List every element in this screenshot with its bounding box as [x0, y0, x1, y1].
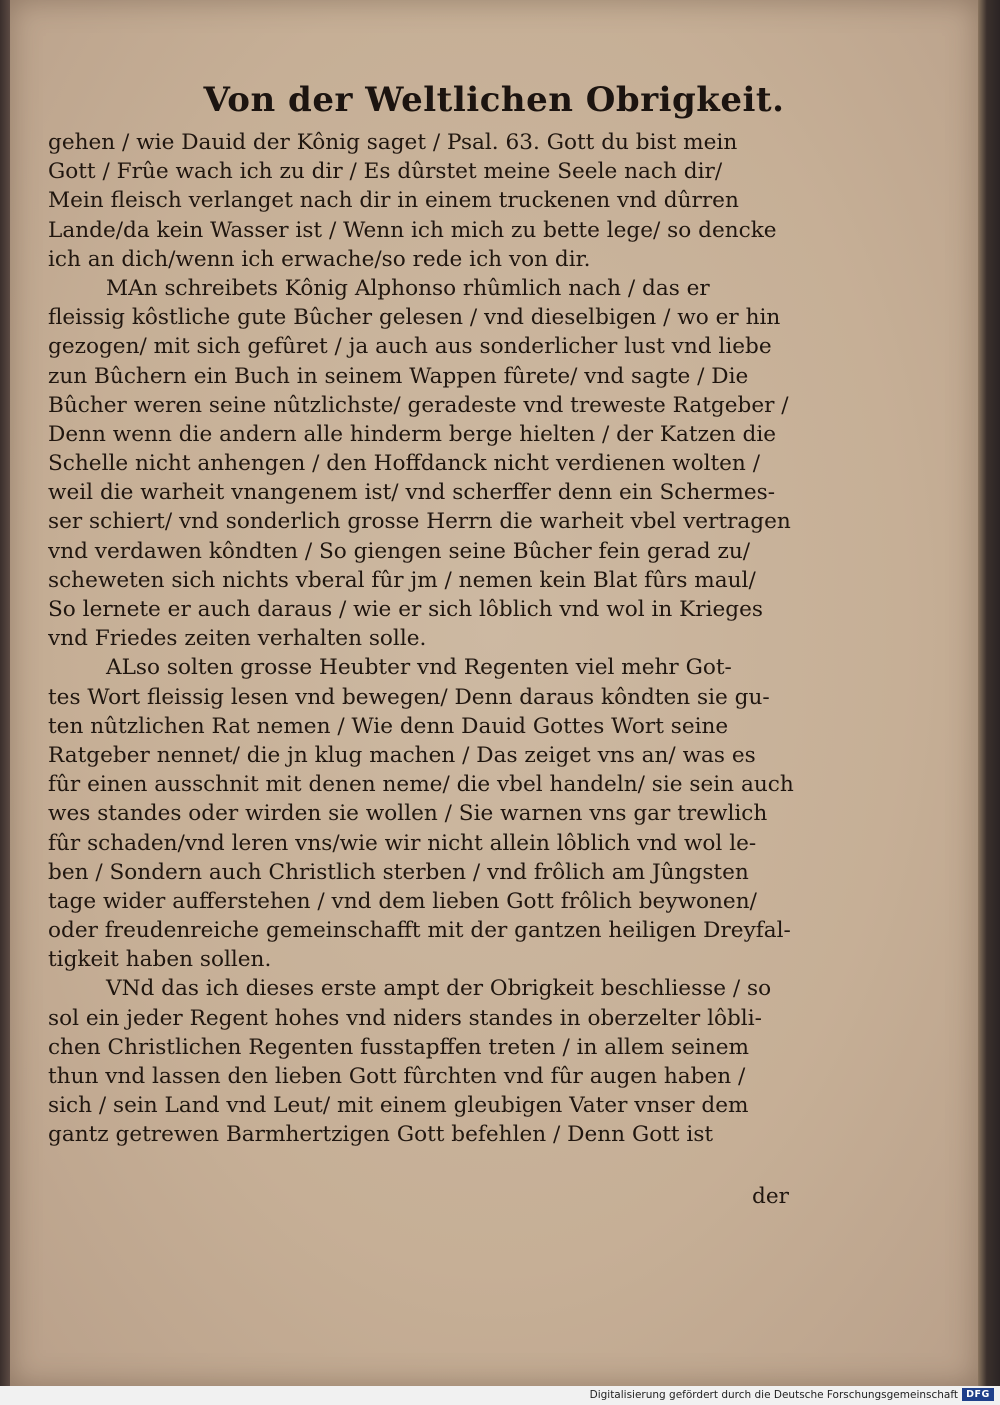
- text-line: Ratgeber nennet/ die jn klug machen / Das zeiget vns an/ was es: [48, 742, 756, 768]
- text-line: fleissig kôstliche gute Bûcher gelesen / vnd dieselbigen / wo er hin: [48, 305, 781, 331]
- text-line: fûr schaden/vnd leren vns/wie wir nicht allein lôblich vnd wol le-: [48, 830, 757, 856]
- text-line: sol ein jeder Regent hohes vnd niders standes in oberzelter lôbli-: [48, 1005, 762, 1031]
- text-line: gehen / wie Dauid der Kônig saget / Psal. 63. Gott du bist mein: [48, 130, 738, 155]
- text-line: ALso solten grosse Heubter vnd Regenten viel mehr Got-: [106, 655, 732, 681]
- text-line: Gott / Frûe wach ich zu dir / Es dûrstet meine Seele nach dir/: [48, 159, 723, 185]
- text-line: So lernete er auch daraus / wie er sich lôblich vnd wol in Krieges: [48, 597, 763, 622]
- text-line: Lande/da kein Wasser ist / Wenn ich mich zu bette lege/ so dencke: [48, 217, 777, 243]
- text-line: tes Wort fleissig lesen vnd bewegen/ Denn daraus kôndten sie gu-: [48, 684, 770, 710]
- text-line: ich an dich/wenn ich erwache/so rede ich von dir.: [48, 246, 591, 272]
- text-line: tage wider aufferstehen / vnd dem lieben Gott frôlich beywonen/: [48, 888, 757, 914]
- page-edge-right: [978, 0, 1000, 1386]
- text-line: oder freudenreiche gemeinschafft mit der gantzen heiligen Dreyfal-: [48, 918, 791, 944]
- running-title: Von der Weltlichen Obrigkeit.: [203, 80, 785, 120]
- dfg-logo: DFG: [962, 1388, 994, 1401]
- text-line: Mein fleisch verlanget nach dir in einem truckenen vnd dûrren: [48, 188, 739, 214]
- text-line: weil die warheit vnangenem ist/ vnd scherffer denn ein Schermes-: [48, 480, 775, 506]
- text-line: vnd Friedes zeiten verhalten solle.: [48, 626, 427, 652]
- book-page: [10, 0, 978, 1386]
- footer-bar: [0, 1386, 1000, 1405]
- text-line: ten nûtzlichen Rat nemen / Wie denn Dauid Gottes Wort seine: [48, 713, 729, 739]
- text-line: ben / Sondern auch Christlich sterben / vnd frôlich am Jûngsten: [48, 859, 749, 885]
- text-line: Schelle nicht anhengen / den Hoffdanck nicht verdienen wolten /: [48, 451, 760, 477]
- text-line: VNd das ich dieses erste ampt der Obrigkeit beschliesse / so: [106, 976, 772, 1002]
- text-line: vnd verdawen kôndten / So giengen seine Bûcher fein gerad zu/: [48, 538, 751, 564]
- catchword: der: [752, 1184, 789, 1209]
- text-line: chen Christlichen Regenten fusstapffen treten / in allem seinem: [48, 1034, 749, 1060]
- page-edge-left: [0, 0, 10, 1386]
- text-line: sich / sein Land vnd Leut/ mit einem gleubigen Vater vnser dem: [48, 1093, 749, 1119]
- body-text: [48, 128, 808, 1150]
- text-line: scheweten sich nichts vberal fûr jm / nemen kein Blat fûrs maul/: [48, 567, 756, 593]
- funding-credit: Digitalisierung gefördert durch die Deutsche Forschungsgemeinschaft: [589, 1389, 958, 1401]
- text-line: MAn schreibets Kônig Alphonso rhûmlich nach / das er: [106, 275, 710, 301]
- text-line: Denn wenn die andern alle hinderm berge hielten / der Katzen die: [48, 421, 777, 447]
- text-line: thun vnd lassen den lieben Gott fûrchten vnd fûr augen haben /: [48, 1064, 746, 1089]
- text-line: gezogen/ mit sich gefûret / ja auch aus sonderlicher lust vnd liebe: [48, 334, 772, 360]
- text-line: wes standes oder wirden sie wollen / Sie warnen vns gar trewlich: [48, 801, 768, 827]
- text-line: tigkeit haben sollen.: [48, 947, 272, 973]
- text-line: Bûcher weren seine nûtzlichste/ geradeste vnd treweste Ratgeber /: [48, 392, 789, 418]
- text-line: fûr einen ausschnit mit denen neme/ die vbel handeln/ sie sein auch: [48, 772, 794, 798]
- text-line: ser schiert/ vnd sonderlich grosse Herrn die warheit vbel vertragen: [48, 509, 791, 535]
- text-line: zun Bûchern ein Buch in seinem Wappen fûrete/ vnd sagte / Die: [48, 363, 749, 389]
- text-line: gantz getrewen Barmhertzigen Gott befehlen / Denn Gott ist: [48, 1122, 714, 1148]
